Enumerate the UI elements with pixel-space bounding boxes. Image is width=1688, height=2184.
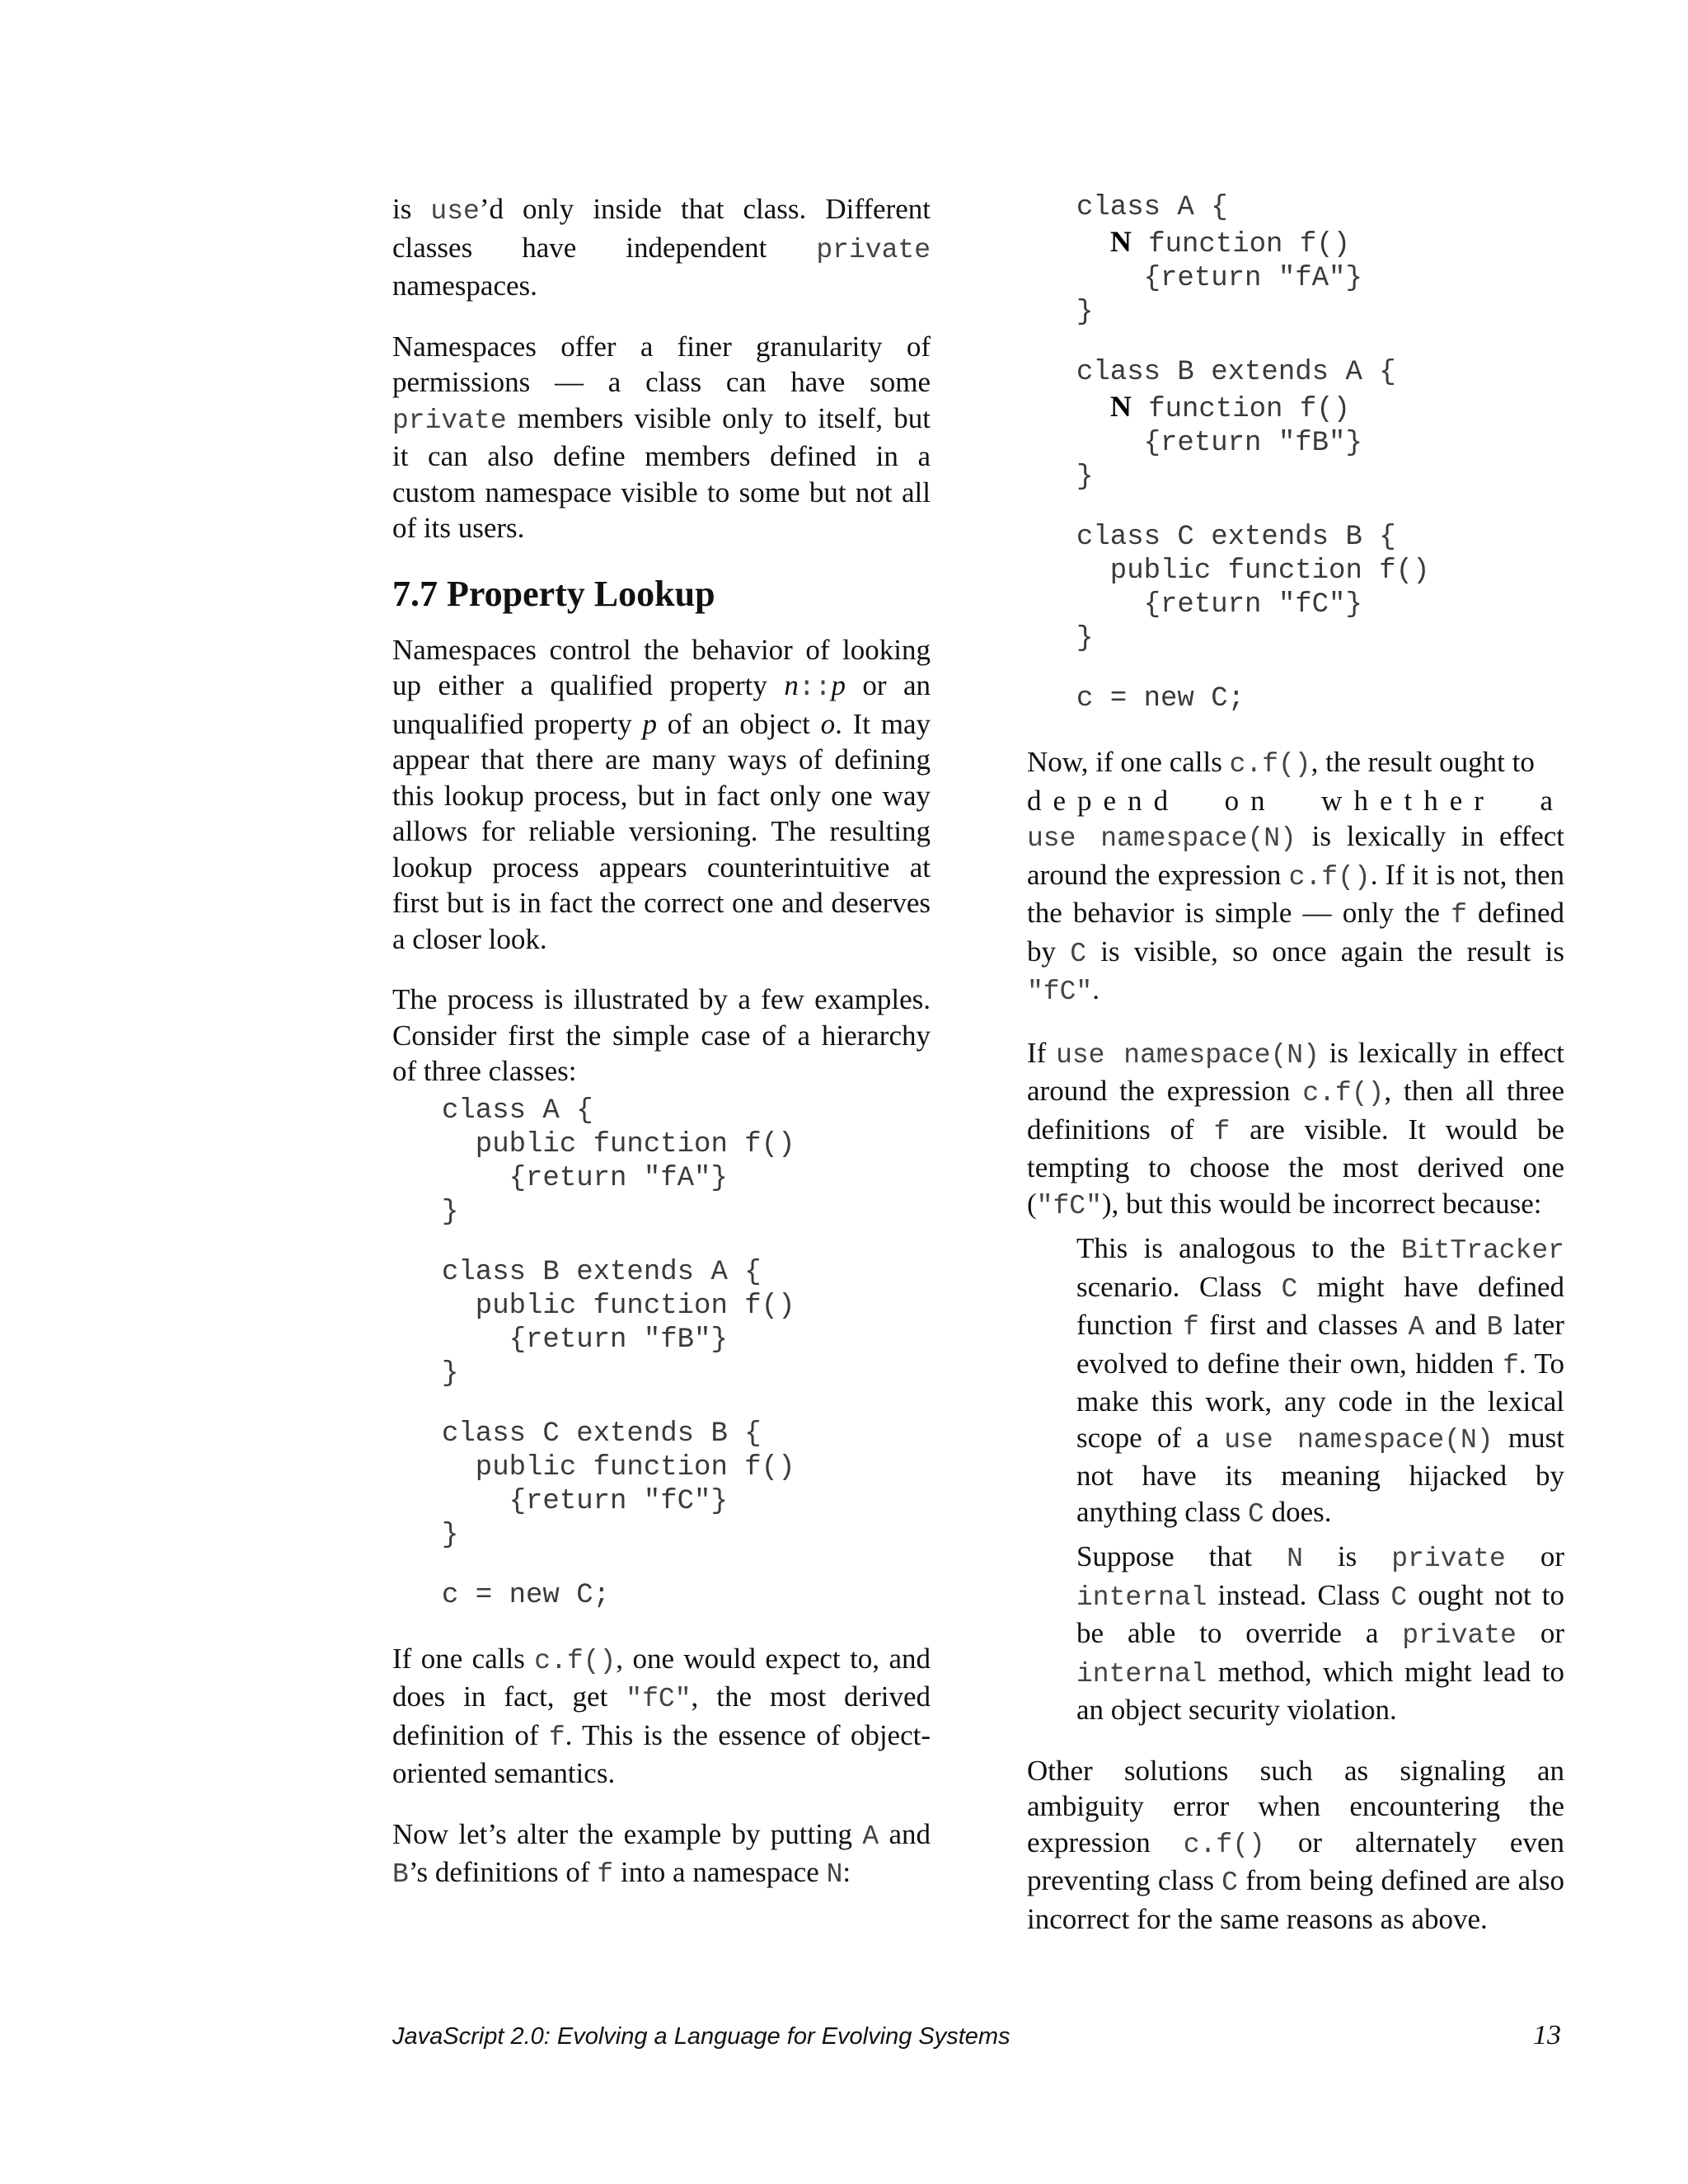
text-run: or [1505, 1540, 1565, 1572]
text-run: into a namespace [613, 1856, 827, 1888]
code-line: class B extends A { [442, 1256, 762, 1288]
code-line: {return "fB"} [442, 1324, 728, 1356]
inline-code: C [1070, 938, 1087, 969]
inline-code: private [1391, 1544, 1506, 1574]
text-run: . To make this work, any code in the lexical scope of a [1076, 1347, 1564, 1454]
code-line: public function f() [442, 1290, 795, 1322]
text-run: method, which might lead to an object security violation. [1076, 1655, 1564, 1726]
math-variable: n [784, 669, 799, 701]
text-run: ’s definitions of [408, 1856, 598, 1888]
text-run: are visible. It would be tempting to choose the most derived one ( [1027, 1113, 1564, 1220]
inline-code: f [548, 1722, 565, 1753]
text-run: later evolved to define their own, hidden [1076, 1309, 1564, 1380]
text-run: Namespaces control the behavior of looking up either a qualified property [392, 633, 931, 701]
paragraph [1027, 1753, 1564, 1938]
text-run: scenario. Class [1076, 1270, 1282, 1303]
code-line: } [1076, 623, 1094, 654]
text-run: of an object [656, 707, 821, 740]
math-variable: p [642, 707, 657, 740]
code-line: class C extends B { [442, 1418, 762, 1450]
inline-code: f [597, 1859, 614, 1890]
text-run: is lexically in effect around the expression [1027, 1036, 1564, 1107]
namespace-keyword: N [1109, 225, 1132, 258]
code-block [1076, 191, 1564, 716]
quote-paragraph [1076, 1230, 1564, 1532]
code-line: public function f() [442, 1128, 795, 1160]
inline-code: use namespace(N) [1056, 1039, 1320, 1071]
inline-code: private [1402, 1620, 1517, 1651]
code-line: public function f() [1076, 555, 1430, 587]
text-run: is [1302, 1540, 1392, 1572]
inline-code: c.f() [1302, 1078, 1385, 1108]
code-line: } [1076, 462, 1094, 493]
math-variable: p [831, 669, 846, 701]
code-line: class C extends B { [1076, 522, 1396, 553]
code-line: class A { [442, 1094, 593, 1127]
code-line: public function f() [442, 1451, 795, 1483]
code-block [442, 1094, 931, 1613]
inline-code: C [1248, 1498, 1264, 1530]
inline-code: c.f() [1229, 749, 1311, 780]
paragraph [1027, 744, 1564, 783]
page-number: 13 [1533, 2020, 1561, 2050]
text-run: If [1027, 1036, 1057, 1069]
paragraph [392, 191, 931, 304]
code-line: c = new C; [1076, 683, 1245, 715]
inline-code: B [392, 1859, 409, 1890]
paragraph-spaced-line: depend on whether a [1027, 784, 1564, 817]
text-run: defined by [1027, 897, 1564, 968]
text-run: does. [1264, 1495, 1332, 1528]
text-run: and [1424, 1309, 1487, 1341]
text-run: , then all three definitions of [1027, 1075, 1564, 1146]
text-run: or an unqualified property [392, 669, 931, 740]
paragraph [392, 982, 931, 1090]
code-line: } [442, 1519, 459, 1551]
inline-code: internal [1076, 1658, 1207, 1690]
text-run: or alternately even preventing class [1027, 1825, 1564, 1896]
right-column [1027, 191, 1564, 1961]
code-line: class A { [1076, 192, 1228, 223]
text-run: Other solutions such as signaling an ambiguity error when encountering the expression [1027, 1754, 1564, 1858]
left-column [392, 191, 931, 1918]
inline-code: private [392, 405, 507, 436]
text-run: first and classes [1198, 1309, 1409, 1341]
text-run: must not have its meaning hijacked by anything class [1076, 1421, 1564, 1528]
paragraph [392, 1816, 931, 1893]
code-line: {return "fA"} [442, 1162, 728, 1194]
inline-code: c.f() [1183, 1829, 1265, 1860]
text-run: namespaces. [392, 269, 537, 302]
text-run: from being defined are also incorrect for the same reasons as above. [1027, 1864, 1564, 1935]
inline-code: use namespace(N) [1027, 823, 1296, 854]
text-run: . [1092, 973, 1100, 1005]
text-run: is lexically in effect around the expression [1027, 820, 1565, 891]
text-run: Now let’s alter the example by putting [392, 1817, 863, 1850]
inline-code: :: [798, 673, 832, 703]
paragraph [1027, 818, 1564, 1010]
paragraph [392, 329, 931, 546]
inline-code: private [816, 234, 931, 265]
text-run: instead. Class [1207, 1578, 1391, 1611]
inline-code: use namespace(N) [1224, 1424, 1493, 1455]
inline-code: C [1390, 1582, 1408, 1613]
inline-code: A [862, 1821, 879, 1852]
text-run: This is analogous to the [1076, 1232, 1401, 1264]
inline-code: f [1503, 1350, 1519, 1381]
text-run: members visible only to itself, but it can also define members defined in a custom namespace visible to some but not all of its users. [392, 401, 931, 544]
inline-code: C [1221, 1868, 1238, 1898]
text-run: , the most derived definition of [392, 1680, 931, 1751]
namespace-keyword: N [1109, 390, 1132, 423]
text-run: ought not to be able to override a [1076, 1578, 1564, 1649]
text-run: The process is illustrated by a few examples. Consider first the simple case of a hierarchy of three classes: [392, 983, 931, 1087]
footer-title: JavaScript 2.0: Evolving a Language for Evolving Systems [392, 2023, 1010, 2050]
code-line: } [442, 1357, 459, 1390]
inline-code: "fC" [626, 1684, 692, 1714]
inline-code: f [1451, 900, 1467, 930]
text-run: ’d only inside that class. Different classes have independent [392, 193, 931, 264]
code-line: function f() [1131, 394, 1351, 425]
text-run: and [879, 1817, 931, 1850]
quote-paragraph [1076, 1539, 1564, 1728]
math-variable: o [820, 707, 836, 740]
text-run: ), but this would be incorrect because: [1101, 1187, 1542, 1220]
inline-code: B [1486, 1312, 1503, 1343]
inline-code: f [1213, 1116, 1231, 1147]
inline-code: N [1287, 1544, 1303, 1574]
text-run: , the result ought to [1311, 746, 1535, 778]
code-line: {return "fC"} [1076, 589, 1362, 621]
section-heading: 7.7 Property Lookup [392, 573, 715, 614]
inline-code: c.f() [1288, 861, 1371, 893]
code-line: {return "fC"} [442, 1485, 728, 1517]
code-line: function f() [1131, 229, 1351, 260]
inline-code: N [826, 1859, 843, 1890]
inline-code: A [1408, 1312, 1425, 1343]
inline-code: BitTracker [1400, 1235, 1564, 1266]
code-line: {return "fA"} [1076, 263, 1362, 294]
code-line: } [1076, 297, 1094, 328]
text-run: If one calls [392, 1642, 535, 1675]
text-run: or [1516, 1617, 1564, 1649]
code-line: class B extends A { [1076, 357, 1396, 388]
code-line: c = new C; [442, 1579, 611, 1611]
code-line: } [442, 1196, 459, 1228]
text-run: might have defined function [1076, 1270, 1564, 1341]
inline-code: c.f() [534, 1645, 617, 1676]
text-run: is [392, 193, 431, 225]
text-run: is visible, so once again the result is [1086, 935, 1564, 968]
inline-code: internal [1076, 1582, 1207, 1613]
text-run: Suppose that [1076, 1540, 1287, 1572]
code-line: {return "fB"} [1076, 428, 1362, 459]
text-run: Namespaces offer a finer granularity of permissions — a class can have some [392, 330, 931, 398]
inline-code: "fC" [1027, 977, 1093, 1007]
text-run: . If it is not, then the behavior is simple — only the [1027, 858, 1564, 929]
paragraph [392, 1641, 931, 1792]
text-run: : [842, 1856, 851, 1888]
text-run: . This is the essence of object-oriented semantics. [392, 1718, 931, 1789]
inline-code: "fC" [1036, 1190, 1102, 1221]
inline-code: f [1183, 1312, 1199, 1343]
text-run: , one would expect to, and does in fact, get [392, 1642, 931, 1713]
paragraph [392, 632, 931, 958]
text-run: . It may appear that there are many ways of defining this lookup process, but in fact only one way allows for reliable versioning. The resulting lookup process appears counterintuitive at first but is in fact the correct one and deserves a closer look. [392, 707, 931, 955]
inline-code: use [430, 196, 480, 227]
text-run: Now, if one calls [1027, 746, 1230, 778]
inline-code: C [1281, 1273, 1298, 1305]
paragraph [1027, 1035, 1564, 1225]
